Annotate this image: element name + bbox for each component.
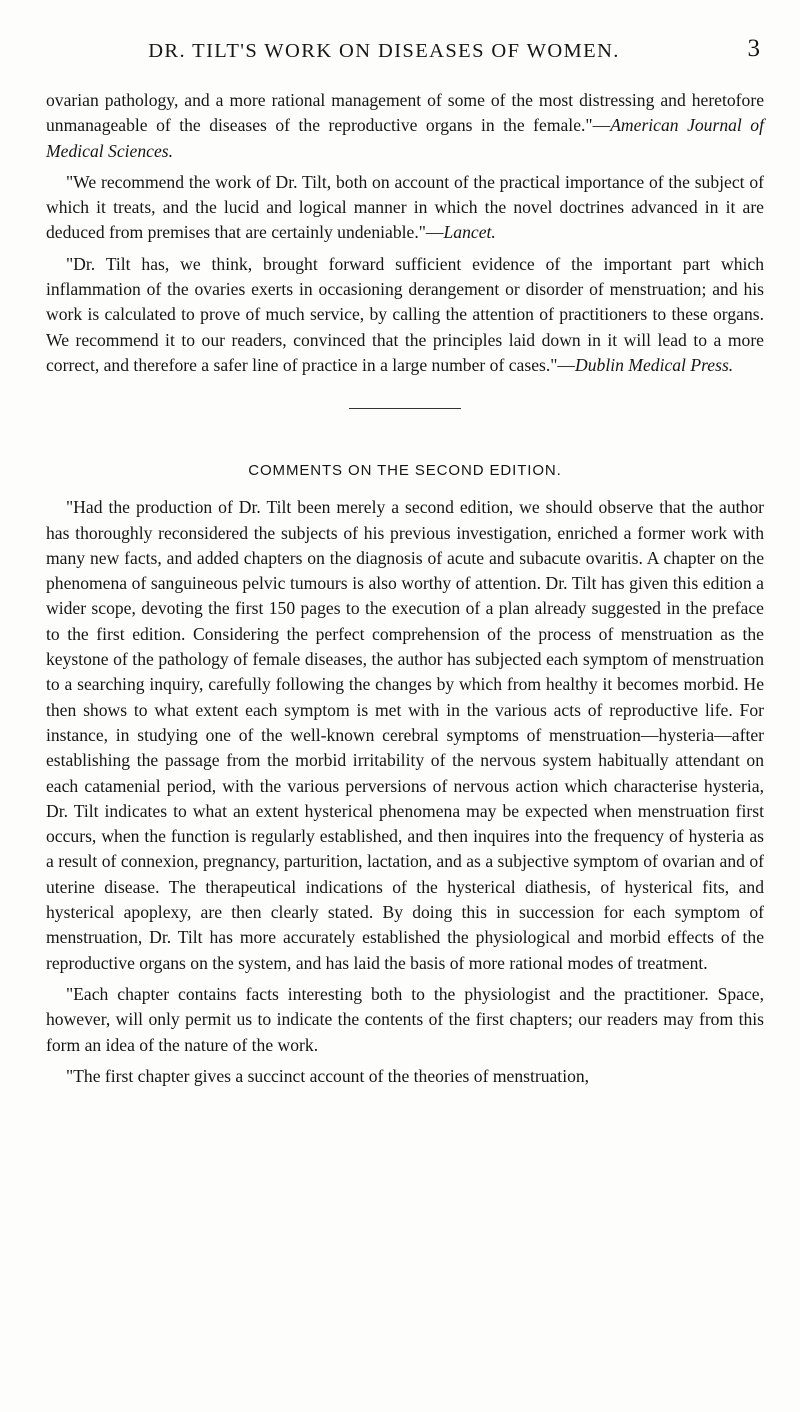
page-body xyxy=(46,88,764,1095)
section-heading-text: COMMENTS ON THE SECOND EDITION. xyxy=(248,462,562,480)
section-divider xyxy=(349,408,461,409)
paragraph-second-edition-review: "Had the production of Dr. Tilt been merely a second edition, we should observe that the author has thoroughly reconsidered the subjects of his previous investigation, enriched a former work with many new facts, and added chapters on the diagnosis of acute and subacute ovaritis. A chapter on the phenomena of sanguineous pelvic tumours is also worthy of attention. Dr. Tilt has given this edition a wider scope, devoting the first 150 pages to the execution of a plan already suggested in the preface to the first edition. Considering the perfect comprehension of the process of menstruation as the keystone of the pathology of female diseases, the author has subjected each symptom of menstruation to a searching inquiry, carefully following the changes by which from healthy it becomes morbid. He then shows to what extent each symptom is met with in the various acts of reproductive life. For instance, in studying one of the well-known cerebral symptoms of menstruation—hysteria—after establishing the passage from the morbid irritability of the nervous system habitually attendant on each catamenial period, with the various perversions of nervous action which characterise hysteria, Dr. Tilt indicates to what an extent hysterical phenomena may be expected when menstruation first occurs, when the function is regularly established, and then inquires into the frequency of hysteria as a result of connexion, pregnancy, parturition, lactation, and as a subjective symptom of ovarian and of uterine disease. The therapeutical indications of the hysterical diathesis, of hysterical fits, and hysterical apoplexy, are then clearly stated. By doing this in succession for each symptom of menstruation, Dr. Tilt has more accurately established the physiological and morbid effects of the reproductive organs on the system, and has laid the basis of more rational modes of treatment. xyxy=(46,497,764,973)
paragraph-review-continuation xyxy=(46,88,764,164)
section-heading xyxy=(46,461,764,481)
review-source: American Journal of Medical Sciences. xyxy=(46,115,764,161)
review-source: Dublin Medical Press. xyxy=(575,354,734,375)
running-title: DR. TILT'S WORK ON DISEASES OF WOMEN. xyxy=(148,40,620,62)
page-header xyxy=(48,36,760,68)
review-quote: "Dr. Tilt has, we think, brought forward sufficient evidence of the important part which inflammation of the ovaries exerts in occasioning derangement or disorder of menstruation; and his work is calculated to prove of much service, by calling the attention of practitioners to these organs. We recommend it to our readers, convinced that the principles laid down in it will lead to a more correct, and therefore a safer line of practice in a large number of cases."— xyxy=(46,253,764,375)
review-quote: "We recommend the work of Dr. Tilt, both on account of the practical importance of the subject of which it treats, and the lucid and logical manner in which the novel doctrines advanced in it are deduced from premises that are certainly undeniable."— xyxy=(46,171,764,243)
review-source: Lancet. xyxy=(443,222,496,243)
paragraph-first-chapter: "The first chapter gives a succinct account of the theories of menstruation, xyxy=(66,1065,590,1086)
review-quote: ovarian pathology, and a more rational management of some of the most distressing and heretofore unmanageable of the diseases of the reproductive organs in the female."— xyxy=(46,90,764,136)
paragraph-review-dublin xyxy=(46,252,764,378)
paragraph-review-lancet xyxy=(46,170,764,246)
paragraph-chapters-intro: "Each chapter contains facts interesting both to the physiologist and the practitioner. Space, however, will only permit us to indicate the contents of the first chapters; our readers may from this form an idea of the nature of the work. xyxy=(46,983,764,1055)
page-number: 3 xyxy=(747,35,760,62)
